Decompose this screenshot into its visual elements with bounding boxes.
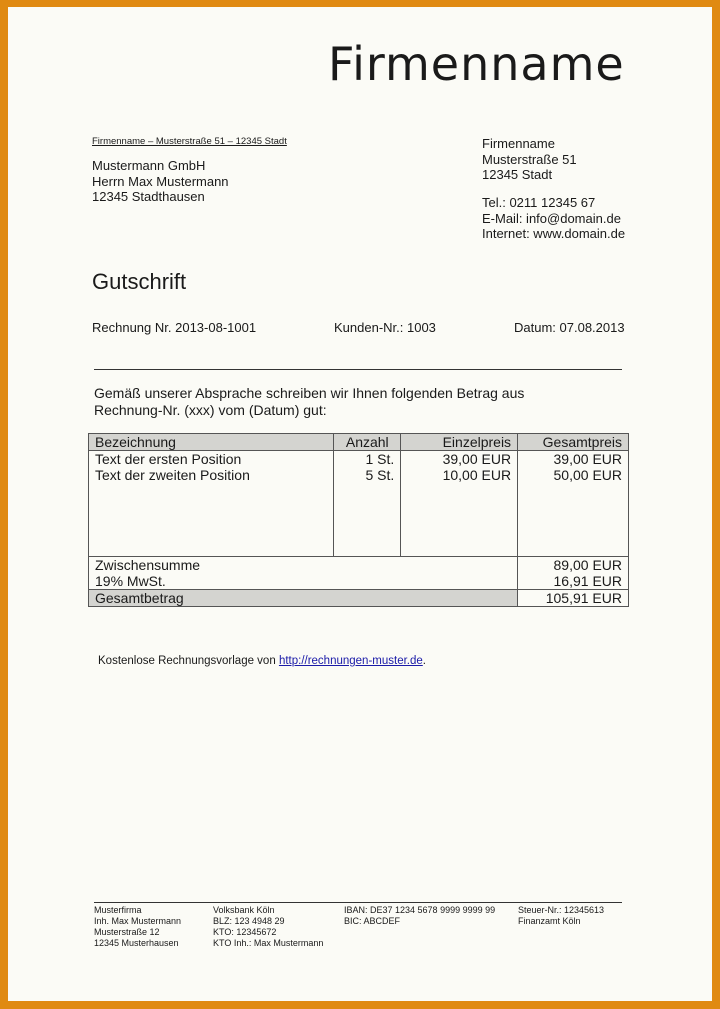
- company-address-block: [482, 136, 577, 183]
- company-internet: Internet: www.domain.de: [482, 226, 626, 241]
- subtotal-row: [89, 557, 629, 574]
- footer-line: Finanzamt Köln: [518, 916, 581, 926]
- footer-company-column: [94, 905, 181, 949]
- vat-label: 19% MwSt.: [89, 573, 518, 590]
- item-description: Text der zweiten Position: [89, 467, 334, 483]
- footer-line: Volksbank Köln: [213, 905, 275, 915]
- footer-line: Inh. Max Mustermann: [94, 916, 182, 926]
- recipient-person: Herrn Max Mustermann: [92, 173, 229, 189]
- footer-line: 12345 Musterhausen: [94, 938, 179, 948]
- recipient-address: [92, 158, 229, 205]
- template-link[interactable]: http://rechnungen-muster.de: [278, 655, 423, 667]
- company-block-name: Firmenname: [482, 136, 555, 151]
- company-tel: Tel.: 0211 12345 67: [482, 195, 596, 210]
- footer-tax-column: [518, 905, 604, 927]
- divider-line: [94, 369, 622, 370]
- grand-total-row: [89, 590, 629, 607]
- grand-total-label: Gesamtbetrag: [89, 590, 518, 607]
- invoice-date: Datum: 07.08.2013: [514, 320, 625, 335]
- customer-number: Kunden-Nr.: 1003: [334, 320, 436, 335]
- item-unit-price: 10,00 EUR: [401, 467, 518, 483]
- footer-line: BLZ: 123 4948 29: [213, 916, 285, 926]
- item-description: Text der ersten Position: [89, 451, 334, 468]
- footer-bank-column: [213, 905, 323, 949]
- intro-line-2: Rechnung-Nr. (xxx) vom (Datum) gut:: [94, 402, 327, 418]
- subtotal-label: Zwischensumme: [89, 557, 518, 574]
- subtotal-value: 89,00 EUR: [518, 557, 629, 574]
- footer-line: Steuer-Nr.: 12345613: [518, 905, 605, 915]
- company-block-street: Musterstraße 51: [482, 151, 577, 167]
- column-header-quantity: Anzahl: [334, 434, 401, 451]
- item-quantity: 5 St.: [334, 467, 401, 483]
- footnote-text: Kostenlose Rechnungsvorlage von: [98, 655, 279, 667]
- document-title: Gutschrift: [92, 269, 187, 294]
- recipient-city: 12345 Stadthausen: [92, 189, 205, 204]
- recipient-company: Mustermann GmbH: [92, 158, 206, 173]
- intro-text: [94, 385, 524, 419]
- item-total: 50,00 EUR: [518, 467, 629, 483]
- footer-line: IBAN: DE37 1234 5678 9999 9999 99: [344, 905, 496, 915]
- footnote-suffix: .: [422, 655, 426, 667]
- footer-line: KTO Inh.: Max Mustermann: [213, 938, 324, 948]
- intro-line-1: Gemäß unserer Absprache schreiben wir Ihnen folgenden Betrag aus: [94, 385, 525, 401]
- footer-line: Musterfirma: [94, 905, 142, 915]
- company-name-title: Firmenname: [328, 37, 625, 91]
- item-unit-price: 39,00 EUR: [401, 451, 518, 468]
- footer-line: KTO: 12345672: [213, 927, 277, 937]
- footer-divider: [94, 902, 622, 903]
- vat-value: 16,91 EUR: [518, 573, 629, 590]
- line-items-table: [88, 433, 629, 607]
- grand-total-value: 105,91 EUR: [518, 590, 629, 607]
- vat-row: [89, 573, 629, 590]
- table-row: [89, 467, 629, 483]
- item-quantity: 1 St.: [334, 451, 401, 468]
- column-header-unit-price: Einzelpreis: [401, 434, 518, 451]
- item-total: 39,00 EUR: [518, 451, 629, 468]
- column-header-total-price: Gesamtpreis: [518, 434, 629, 451]
- footer-line: BIC: ABCDEF: [344, 916, 401, 926]
- footer-line: Musterstraße 12: [94, 927, 160, 937]
- footnote: [98, 655, 426, 667]
- column-header-description: Bezeichnung: [89, 434, 334, 451]
- footer-iban-column: [344, 905, 495, 927]
- company-email: E-Mail: info@domain.de: [482, 210, 621, 226]
- invoice-page: [8, 7, 712, 1001]
- company-contact-block: [482, 195, 625, 242]
- company-block-city: 12345 Stadt: [482, 167, 553, 182]
- invoice-number: Rechnung Nr. 2013-08-1001: [92, 320, 257, 335]
- table-header-row: [89, 434, 629, 451]
- table-row: [89, 451, 629, 468]
- table-spacer-row: [89, 483, 629, 557]
- sender-address-line: Firmenname – Musterstraße 51 – 12345 Stadt: [92, 136, 287, 147]
